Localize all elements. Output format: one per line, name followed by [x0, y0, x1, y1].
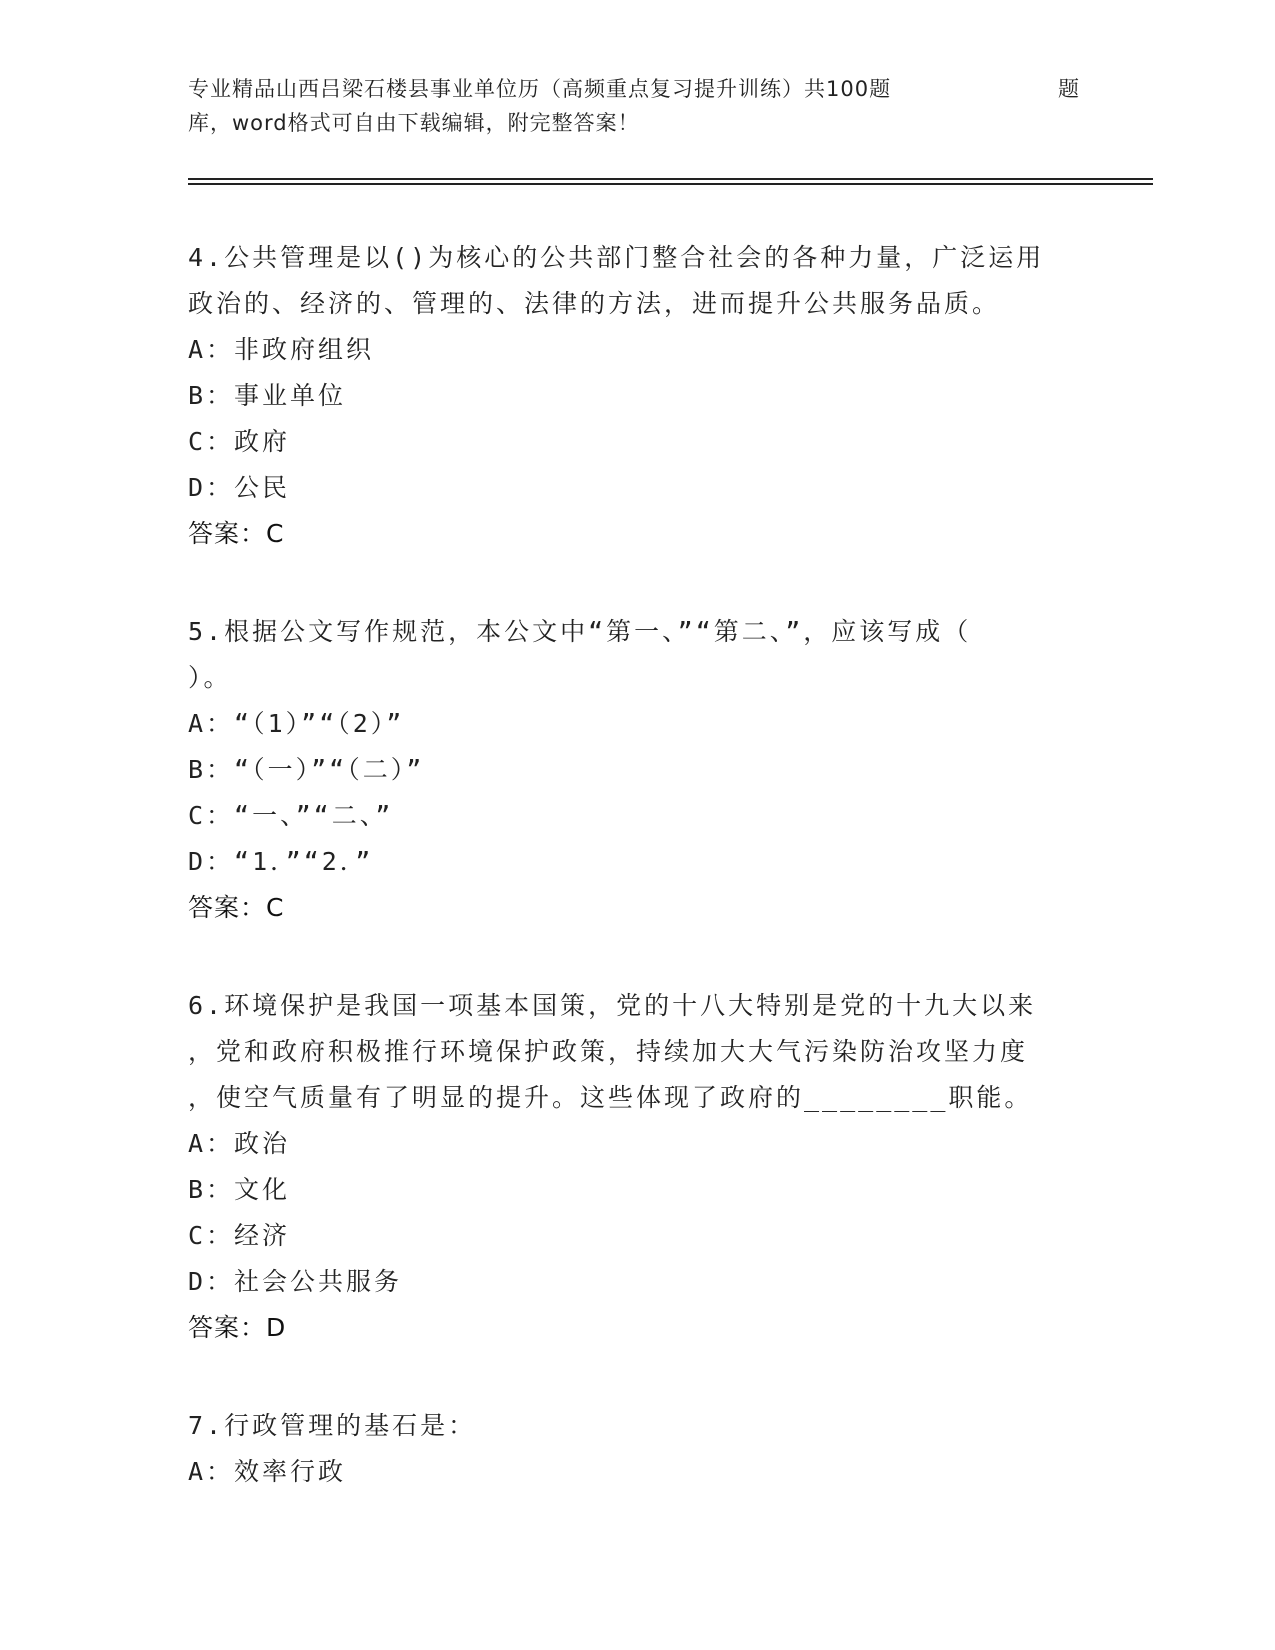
header-title-tail: 题	[1058, 77, 1080, 101]
question-stem-line: 7.行政管理的基石是：	[188, 1411, 477, 1440]
question-stem-line: 6.环境保护是我国一项基本国策，党的十八大特别是党的十九大以来	[188, 991, 1037, 1020]
answer-option: D：社会公共服务	[188, 1267, 403, 1296]
answer-key: 答案：D	[188, 1313, 287, 1342]
question-item	[188, 983, 1068, 1351]
answer-option: D：公民	[188, 473, 291, 502]
answer-option: C：“一、”“二、”	[188, 801, 394, 830]
question-stem-line: ，使空气质量有了明显的提升。这些体现了政府的________职能。	[188, 1083, 1033, 1112]
header-title-line-2: 库，word格式可自由下载编辑，附完整答案！	[188, 111, 640, 135]
header-divider-top	[188, 178, 1153, 180]
header-divider-bottom	[188, 183, 1153, 185]
answer-option: B：“（一）”“（二）”	[188, 755, 425, 784]
answer-key: 答案：C	[188, 893, 285, 922]
answer-option: A：效率行政	[188, 1457, 347, 1486]
question-item	[188, 235, 1068, 557]
answer-option: D：“1．”“2．”	[188, 847, 374, 876]
question-list	[188, 235, 1068, 1547]
question-item	[188, 1403, 1068, 1495]
header-title-text: 专业精品山西吕梁石楼县事业单位历（高频重点复习提升训练）共100题	[188, 77, 892, 101]
question-stem-line: 5.根据公文写作规范，本公文中“第一、”“第二、”，应该写成（	[188, 617, 972, 646]
answer-option: C：政府	[188, 427, 291, 456]
document-header	[188, 72, 1088, 140]
question-stem-line: ，党和政府积极推行环境保护政策，持续加大大气污染防治攻坚力度	[188, 1037, 1029, 1066]
header-title-line-1	[188, 72, 1088, 106]
answer-option: B：事业单位	[188, 381, 347, 410]
answer-option: A：政治	[188, 1129, 291, 1158]
question-stem-line: 4.公共管理是以()为核心的公共部门整合社会的各种力量，广泛运用	[188, 243, 1045, 272]
answer-option: B：文化	[188, 1175, 291, 1204]
answer-option: A：“（1）”“（2）”	[188, 709, 405, 738]
question-stem-line: 政治的、经济的、管理的、法律的方法，进而提升公共服务品质。	[188, 289, 1001, 318]
question-stem-line: ）。	[188, 663, 232, 692]
answer-key: 答案：C	[188, 519, 285, 548]
question-item	[188, 609, 1068, 931]
answer-option: C：经济	[188, 1221, 291, 1250]
answer-option: A：非政府组织	[188, 335, 375, 364]
